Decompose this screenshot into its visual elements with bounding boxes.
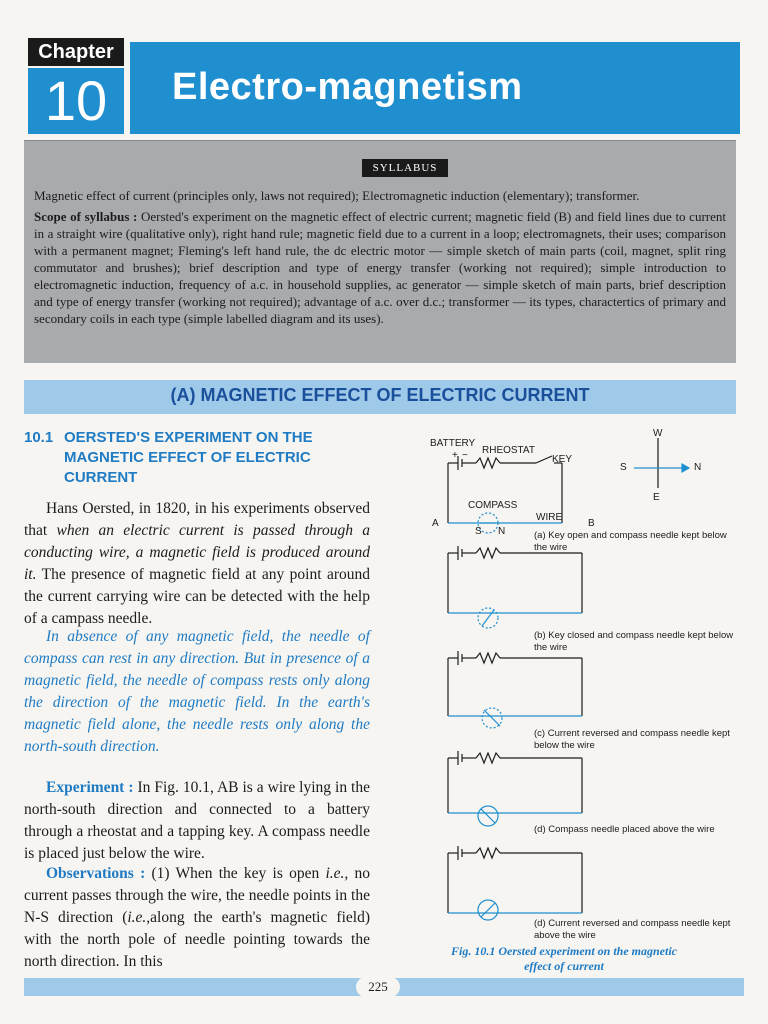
observations-a: (1) When the key is open — [145, 865, 326, 882]
label-s: S — [475, 526, 482, 537]
chapter-number: 10 — [28, 68, 124, 134]
circuit-e — [448, 846, 582, 920]
caption-a: (a) Key open and compass needle kept below the wire — [534, 530, 727, 553]
label-key: KEY — [552, 454, 573, 465]
caption-e: (d) Current reversed and compass needle kept above the wire — [534, 918, 731, 941]
para1-end: The presence of magnetic field at any point around the current carrying wire can be detected with the help of a campass needle. — [24, 566, 370, 627]
scope-label: Scope of syllabus : — [34, 209, 138, 224]
chapter-label: Chapter — [28, 38, 124, 66]
section-band — [24, 380, 736, 414]
para2-text: In absence of any magnetic field, the needle of compass can rest in any direction. But in presence of a magnetic field, the needle of compass rests only along the direction of the magnetic field. In the earth's magnetic field alone, the needle rests only along the north-south direction. — [24, 628, 370, 755]
observations-b: no current passes through the wire, the needle points in the N-S direction ( — [24, 865, 370, 926]
subsection-title-line3: CURRENT — [64, 469, 138, 486]
syllabus-tag: SYLLABUS — [362, 159, 448, 177]
experiment-label: Experiment : — [46, 779, 134, 796]
figure-caption-line2: effect of current — [524, 959, 604, 973]
paragraph-1 — [24, 498, 370, 630]
syllabus-box — [24, 140, 736, 363]
circuit-c — [448, 651, 582, 728]
figure-caption — [424, 944, 704, 974]
label-rheostat: RHEOSTAT — [482, 445, 535, 456]
circuit-d — [448, 751, 582, 826]
observations-ie1: i.e., — [325, 865, 349, 882]
paragraph-observations — [24, 863, 370, 973]
caption-d: (d) Compass needle placed above the wire — [534, 824, 715, 835]
label-a: A — [432, 518, 439, 529]
paragraph-experiment — [24, 777, 370, 865]
circuit-b — [448, 546, 582, 628]
paragraph-2 — [24, 626, 370, 758]
observations-label: Observations : — [46, 865, 146, 882]
observations-c: along the earth's magnetic field) with the north pole of needle pointing towards the north direction. In this — [24, 909, 370, 970]
experiment-text: In Fig. 10.1, AB is a wire lying in the north-south direction and connected to a battery through a rheostat and a tapping key. A compass needle is placed just below the wire. — [24, 779, 370, 862]
syllabus-scope — [34, 208, 726, 327]
title-band — [130, 42, 740, 134]
para1-italic: when an electric current is passed through a conducting wire, a magnetic field is produced around it. — [24, 522, 370, 583]
section-title: (A) MAGNETIC EFFECT OF ELECTRIC CURRENT — [170, 385, 590, 405]
caption-c: (c) Current reversed and compass needle kept below the wire — [534, 728, 730, 751]
subsection-title-line2: MAGNETIC EFFECT OF ELECTRIC — [64, 449, 311, 466]
subsection-heading — [24, 428, 374, 488]
para1-start: Hans Oersted, in 1820, in his experiments observed that — [24, 500, 370, 539]
subsection-number: 10.1 — [24, 429, 54, 446]
label-north: N — [694, 462, 702, 473]
label-minus: − — [462, 450, 468, 461]
label-b: B — [588, 518, 595, 529]
page-number: 225 — [356, 977, 400, 997]
syllabus-topics: Magnetic effect of current (principles only, laws not required); Electromagnetic induction (elementary); transformer. — [34, 188, 640, 203]
label-n: N — [498, 526, 506, 537]
label-east: E — [653, 492, 660, 503]
label-plus: + — [452, 450, 458, 461]
label-compass: COMPASS — [468, 500, 518, 511]
scope-text: Oersted's experiment on the magnetic effect of electric current; magnetic field (B) and field lines due to current in a straight wire (qualitative only), right hand rule; magnetic field due to a current in a loop; electromagnets, their uses; comparison with a permanent magnet; Fleming's left hand rule, the dc electric motor — simple sketch of main parts (coil, magnet, split ring commutator and brushes); brief description and type of energy transfer (working not required); simple introduction to electromagnetic induction, frequency of a.c. in household supplies, ac generator — simple sketch of main parts, brief description and type of energy transfer (working not required); advantage of a.c. over d.c.; transformer — its types, charactertics of primary and secondary coils in each type (simple labelled diagram and its uses). — [34, 209, 726, 326]
label-west: W — [653, 428, 663, 439]
syllabus-text — [34, 187, 726, 327]
oersted-figure — [424, 428, 744, 948]
label-battery: BATTERY — [430, 438, 476, 449]
label-south: S — [620, 462, 627, 473]
caption-b: (b) Key closed and compass needle kept below the wire — [534, 630, 734, 653]
figure-caption-line1: Fig. 10.1 Oersted experiment on the magnetic — [451, 944, 677, 958]
subsection-title-line1: OERSTED'S EXPERIMENT ON THE — [64, 429, 313, 446]
observations-ie2: i.e., — [127, 909, 151, 926]
compass-rose-arrow — [682, 464, 689, 472]
chapter-title: Electro-magnetism — [172, 66, 523, 108]
label-wire: WIRE — [536, 512, 563, 523]
